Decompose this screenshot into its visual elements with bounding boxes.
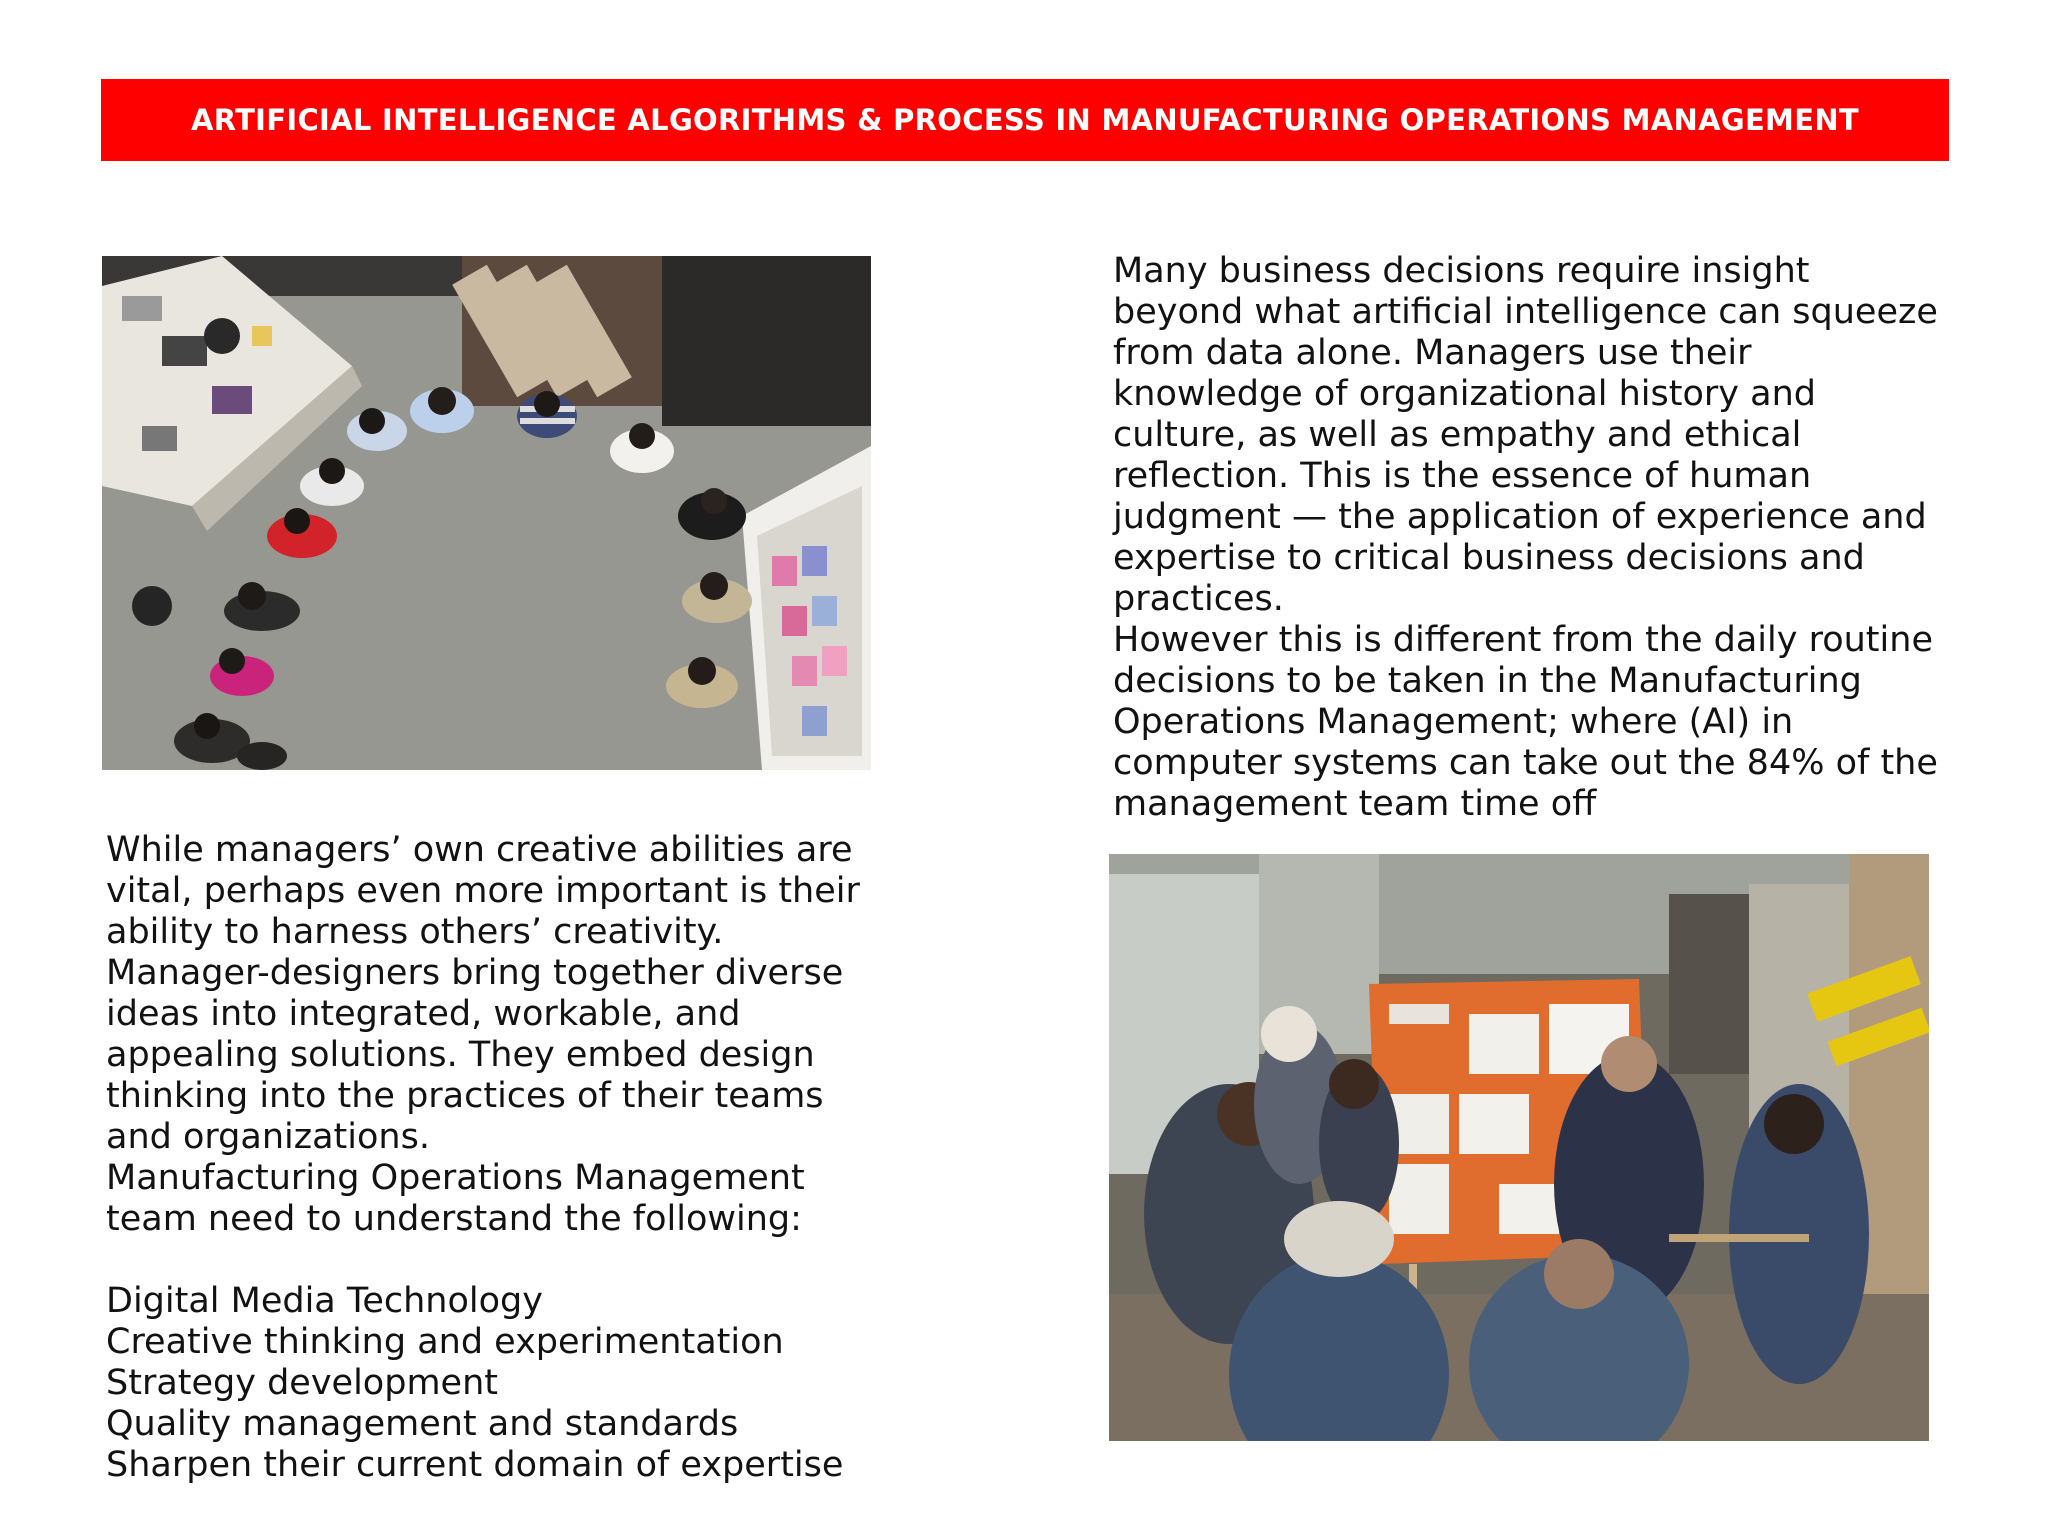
factory-team-photo	[1109, 854, 1929, 1441]
page-title: ARTIFICIAL INTELLIGENCE ALGORITHMS & PROCESS IN MANUFACTURING OPERATIONS MANAGEMENT	[191, 103, 1859, 137]
right-text-block	[1113, 251, 1943, 825]
list-item: Creative thinking and experimentation	[106, 1322, 784, 1362]
right-paragraph-2: However this is different from the daily routine decisions to be taken in the Manufacturing Operations Management; where (AI) in computer systems can take out the 84% of the management team time off	[1113, 620, 1938, 824]
team-meeting-photo	[102, 256, 871, 770]
left-text-block	[106, 830, 876, 1486]
list-item: Digital Media Technology	[106, 1281, 543, 1321]
list-item: Sharpen their current domain of expertise	[106, 1445, 844, 1485]
list-item: Strategy development	[106, 1363, 498, 1403]
right-paragraph-1: Many business decisions require insight beyond what artificial intelligence can squeeze from data alone. Managers use their knowledge of organizational history and culture, as well as empathy and ethical reflection. This is the essence of human judgment — the application of experience and expertise to critical business decisions and practices.	[1113, 251, 1938, 619]
left-paragraph-1: While managers’ own creative abilities are vital, perhaps even more important is their ability to harness others’ creativity. Manager-designers bring together diverse ideas into integrated, workable, and appealing solutions. They embed design thinking into the practices of their teams and organizations.	[106, 830, 860, 1157]
skills-list	[106, 1281, 876, 1486]
list-item: Quality management and standards	[106, 1404, 739, 1444]
left-paragraph-2: Manufacturing Operations Management team need to understand the following:	[106, 1158, 805, 1239]
title-banner	[101, 79, 1949, 161]
